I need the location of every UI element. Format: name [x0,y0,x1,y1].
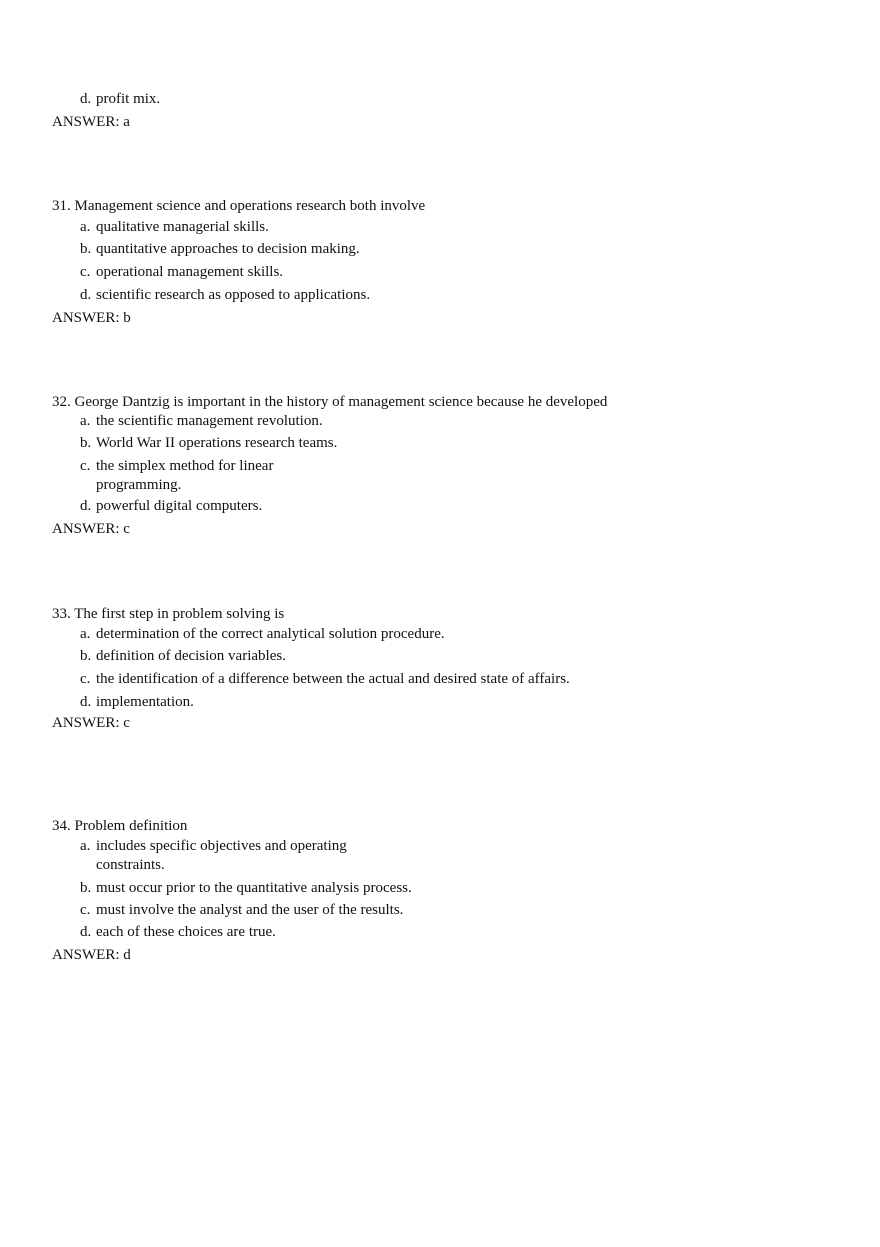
option-text: includes specific objectives and operating [96,838,347,854]
option-letter: b. [80,648,92,664]
question-32-option-b [80,434,337,452]
option-text: definition of decision variables. [96,648,286,664]
option-letter: a. [80,838,91,854]
question-31-option-d [80,286,370,304]
option-text: the simplex method for linear [96,458,274,474]
option-letter: c. [80,902,91,918]
question-34-option-d [80,923,276,941]
option-text: quantitative approaches to decision making. [96,241,360,257]
question-34-option-a-continued: constraints. [96,857,165,873]
option-text: profit mix. [96,91,161,107]
option-text: must involve the analyst and the user of the results. [96,902,404,918]
question-33-option-c [80,670,570,688]
option-letter: b. [80,435,92,451]
option-letter: d. [80,498,92,514]
question-32-option-c-continued: programming. [96,477,182,493]
option-text: implementation. [96,694,194,710]
option-letter: c. [80,671,91,687]
option-letter: c. [80,458,91,474]
question-31-option-c [80,263,283,281]
option-letter: d. [80,924,92,940]
option-letter: a. [80,413,91,429]
question-33-prompt: 33. The first step in problem solving is [52,606,285,622]
option-letter: d. [80,91,92,107]
option-letter: a. [80,219,91,235]
question-34-prompt: 34. Problem definition [52,818,188,834]
option-text: the identification of a difference between the actual and desired state of affairs. [96,671,570,687]
option-text: each of these choices are true. [96,924,276,940]
option-letter: b. [80,880,92,896]
question-32-option-c [80,457,273,475]
option-letter: c. [80,264,91,280]
question-33-option-b [80,647,286,665]
option-text: operational management skills. [96,264,284,280]
question-31-prompt: 31. Management science and operations research both involve [52,198,426,214]
option-text: scientific research as opposed to applications. [96,287,371,303]
question-34-option-b [80,879,412,897]
option-text: the scientific management revolution. [96,413,323,429]
question-32-option-d [80,497,262,515]
option-text: must occur prior to the quantitative analysis process. [96,880,412,896]
option-text: determination of the correct analytical solution procedure. [96,626,445,642]
question-34-answer: ANSWER: d [52,947,131,963]
question-34-option-a [80,837,347,855]
question-32-prompt: 32. George Dantzig is important in the history of management science because he developed [52,394,608,410]
option-letter: d. [80,287,92,303]
question-33-answer: ANSWER: c [52,715,130,731]
question-33-option-d [80,693,194,711]
option-text: World War II operations research teams. [96,435,338,451]
option-letter: b. [80,241,92,257]
question-33-option-a [80,625,445,643]
option-letter: a. [80,626,91,642]
option-letter: d. [80,694,92,710]
question-31-option-b [80,240,360,258]
question-31-answer: ANSWER: b [52,310,131,326]
prev-option-d [80,90,160,108]
option-text: powerful digital computers. [96,498,263,514]
question-32-option-a [80,412,323,430]
option-text: qualitative managerial skills. [96,219,269,235]
prev-answer: ANSWER: a [52,114,130,130]
question-31-option-a [80,218,269,236]
question-32-answer: ANSWER: c [52,521,130,537]
question-34-option-c [80,901,403,919]
